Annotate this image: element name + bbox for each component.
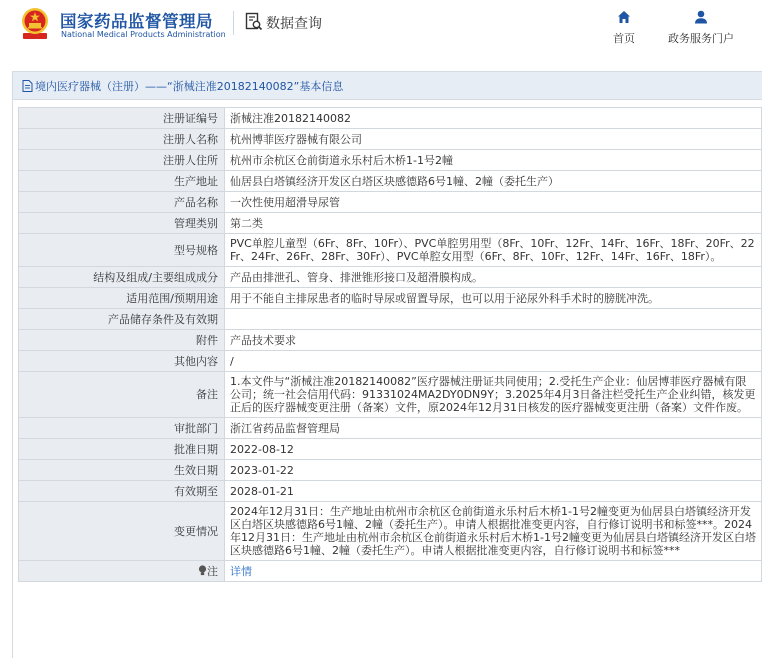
field-value: 1.本文件与“浙械注准20182140082”医疗器械注册证共同使用；2.受托生产企业：仙居博菲医疗器械有限公司；统一社会信用代码：91331024MA2DY0DN9Y；3.2025年4月3日备注栏受托生产企业纠错，核发更正后的医疗器械变更注册（备案）文件，原2024年12月31日核发的医疗器械变更注册（备案）文件作废。 — [225, 372, 762, 418]
home-icon — [616, 9, 632, 25]
table-row — [19, 351, 762, 372]
field-value: 产品由排泄孔、管身、排泄锥形接口及超滑膜构成。 — [225, 267, 762, 288]
field-value: 一次性使用超滑导尿管 — [225, 192, 762, 213]
field-label: 审批部门 — [19, 418, 225, 439]
field-value: 浙械注准20182140082 — [225, 108, 762, 129]
nav-service-portal[interactable] — [662, 9, 740, 46]
user-icon — [693, 9, 709, 25]
table-row — [19, 213, 762, 234]
field-label: 注册人住所 — [19, 150, 225, 171]
field-value: / — [225, 351, 762, 372]
detail-table-wrapper — [18, 107, 762, 582]
field-label: 产品名称 — [19, 192, 225, 213]
site-header — [0, 0, 762, 55]
detail-panel — [12, 71, 762, 658]
field-label: 生效日期 — [19, 460, 225, 481]
table-row — [19, 288, 762, 309]
table-row — [19, 460, 762, 481]
table-row — [19, 418, 762, 439]
table-row — [19, 129, 762, 150]
document-search-icon — [245, 12, 263, 32]
table-row — [19, 502, 762, 561]
field-value: 2024年12月31日：生产地址由杭州市余杭区仓前街道永乐村后木桥1-1号2幢变更为仙居县白塔镇经济开发区白塔区块感德路6号1幢、2幢（委托生产）。申请人根据批准变更内容，自行修订说明书和标签***。2024年12月31日：生产地址由杭州市余杭区仓前街道永乐村后木桥1-1号2幢变更为仙居县白塔镇经济开发区白塔区块感德路6号1幢、2幢（委托生产）。申请人根据批准变更内容，自行修订说明书和标签*** — [225, 502, 762, 561]
field-label: 结构及组成/主要组成成分 — [19, 267, 225, 288]
field-value: 杭州博菲医疗器械有限公司 — [225, 129, 762, 150]
field-value: 第二类 — [225, 213, 762, 234]
details-link[interactable]: 详情 — [230, 564, 252, 578]
brand-title: 国家药品监督管理局 — [60, 12, 213, 31]
panel-header — [13, 72, 762, 100]
nav-home[interactable] — [606, 9, 642, 46]
document-icon — [22, 80, 33, 92]
table-row — [19, 192, 762, 213]
table-row — [19, 267, 762, 288]
table-row — [19, 150, 762, 171]
table-row — [19, 439, 762, 460]
table-row — [19, 234, 762, 267]
note-value-cell — [225, 561, 762, 582]
brand-subtitle: National Medical Products Administration — [61, 30, 226, 39]
field-label: 注册证编号 — [19, 108, 225, 129]
bulb-icon — [198, 565, 207, 576]
field-label: 注册人名称 — [19, 129, 225, 150]
nav-home-label: 首页 — [613, 32, 635, 45]
field-value: 2028-01-21 — [225, 481, 762, 502]
field-label: 变更情况 — [19, 502, 225, 561]
field-label: 生产地址 — [19, 171, 225, 192]
table-row — [19, 171, 762, 192]
nav-service-portal-label: 政务服务门户 — [668, 32, 734, 45]
table-row-note — [19, 561, 762, 582]
national-emblem-icon — [20, 6, 50, 40]
table-row — [19, 309, 762, 330]
table-row — [19, 108, 762, 129]
field-label: 附件 — [19, 330, 225, 351]
note-label-cell — [19, 561, 225, 582]
field-value: PVC单腔儿童型（6Fr、8Fr、10Fr）、PVC单腔男用型（8Fr、10Fr、12Fr、14Fr、16Fr、18Fr、20Fr、22Fr、24Fr、26Fr、28Fr、30Fr）、PVC单腔女用型（6Fr、8Fr、10Fr、12Fr、14Fr、16Fr、18Fr）。 — [225, 234, 762, 267]
field-label: 其他内容 — [19, 351, 225, 372]
panel-title: 境内医疗器械（注册）——“浙械注准20182140082”基本信息 — [35, 79, 344, 93]
table-row — [19, 330, 762, 351]
field-value: 2023-01-22 — [225, 460, 762, 481]
detail-table — [18, 107, 762, 582]
note-label: 注 — [207, 564, 218, 578]
table-row — [19, 481, 762, 502]
search-page-title: 数据查询 — [266, 16, 322, 32]
field-value: 用于不能自主排尿患者的临时导尿或留置导尿，也可以用于泌尿外科手术时的膀胱冲洗。 — [225, 288, 762, 309]
field-value: 杭州市余杭区仓前街道永乐村后木桥1-1号2幢 — [225, 150, 762, 171]
field-label: 批准日期 — [19, 439, 225, 460]
table-row — [19, 372, 762, 418]
field-label: 有效期至 — [19, 481, 225, 502]
field-value: 浙江省药品监督管理局 — [225, 418, 762, 439]
field-value: 产品技术要求 — [225, 330, 762, 351]
field-label: 备注 — [19, 372, 225, 418]
field-label: 型号规格 — [19, 234, 225, 267]
field-label: 产品储存条件及有效期 — [19, 309, 225, 330]
field-label: 管理类别 — [19, 213, 225, 234]
field-label: 适用范围/预期用途 — [19, 288, 225, 309]
field-value: 仙居县白塔镇经济开发区白塔区块感德路6号1幢、2幢（委托生产） — [225, 171, 762, 192]
field-value: 2022-08-12 — [225, 439, 762, 460]
header-divider — [233, 11, 234, 35]
field-value — [225, 309, 762, 330]
